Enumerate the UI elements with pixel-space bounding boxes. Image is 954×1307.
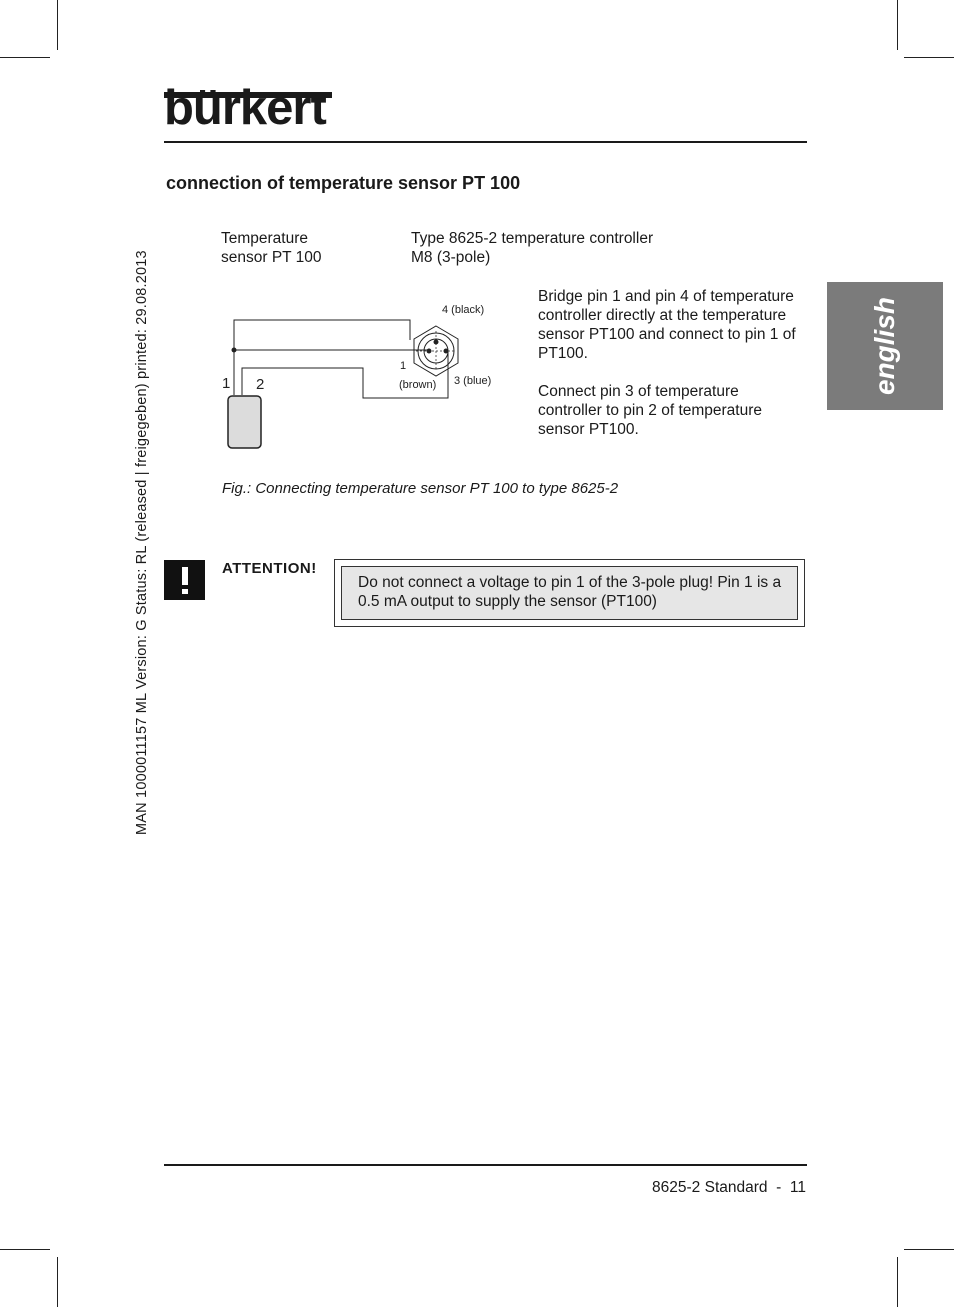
sensor-pin2-label: 2 — [256, 376, 265, 393]
document-status-note: MAN 1000011157 ML Version: G Status: RL (released | freigegeben) printed: 29.08.2013 — [134, 250, 150, 835]
pin3-dot — [444, 349, 449, 354]
attention-text: Do not connect a voltage to pin 1 of the 3-pole plug! Pin 1 is a 0.5 mA output to supply the sensor (PT100) — [341, 566, 798, 620]
crop-mark — [904, 1249, 954, 1250]
figure-caption: Fig.: Connecting temperature sensor PT 100 to type 8625-2 — [222, 480, 619, 497]
header-rule — [164, 141, 807, 143]
crop-mark — [0, 57, 50, 58]
controller-heading-line2: M8 (3-pole) — [411, 249, 491, 266]
attention-label: ATTENTION! — [222, 560, 317, 577]
pin3-label: 3 (blue) — [454, 375, 492, 387]
sensor-pin1-label: 1 — [222, 375, 231, 392]
pin1-dot — [427, 349, 432, 354]
language-tab — [827, 282, 943, 410]
warning-icon — [164, 560, 205, 600]
crop-mark — [0, 1249, 50, 1250]
junction-dot — [232, 348, 237, 353]
crop-mark — [57, 1257, 58, 1307]
language-tab-label: english — [869, 296, 900, 396]
description-para-1: Bridge pin 1 and pin 4 of temperature controller directly at the temperature sensor PT100 and connect to pin 1 of PT100. — [538, 288, 796, 362]
crop-mark — [897, 0, 898, 50]
section-title: connection of temperature sensor PT 100 — [166, 173, 521, 193]
controller-heading — [411, 229, 653, 267]
pin4-dot — [434, 340, 439, 345]
sensor-body — [228, 396, 261, 448]
pin4-label: 4 (black) — [442, 304, 485, 316]
crop-mark — [57, 0, 58, 50]
crop-mark — [904, 57, 954, 58]
brand-logo: bürkert — [164, 81, 326, 135]
pin1-number: 1 — [400, 360, 407, 372]
sensor-heading — [221, 229, 322, 267]
sensor-heading-line2: sensor PT 100 — [221, 249, 322, 266]
crop-mark — [897, 1257, 898, 1307]
attention-box — [334, 559, 805, 627]
page-footer: 8625-2 Standard - 11 — [652, 1179, 806, 1196]
description-para-2: Connect pin 3 of temperature controller to pin 2 of temperature sensor PT100. — [538, 383, 763, 438]
footer-rule — [164, 1164, 807, 1166]
wiring-description — [538, 287, 804, 439]
wiring-diagram — [210, 295, 510, 455]
sensor-heading-line1: Temperature — [221, 230, 309, 247]
pin1-color-label: (brown) — [399, 379, 437, 391]
controller-heading-line1: Type 8625-2 temperature controller — [411, 230, 654, 247]
